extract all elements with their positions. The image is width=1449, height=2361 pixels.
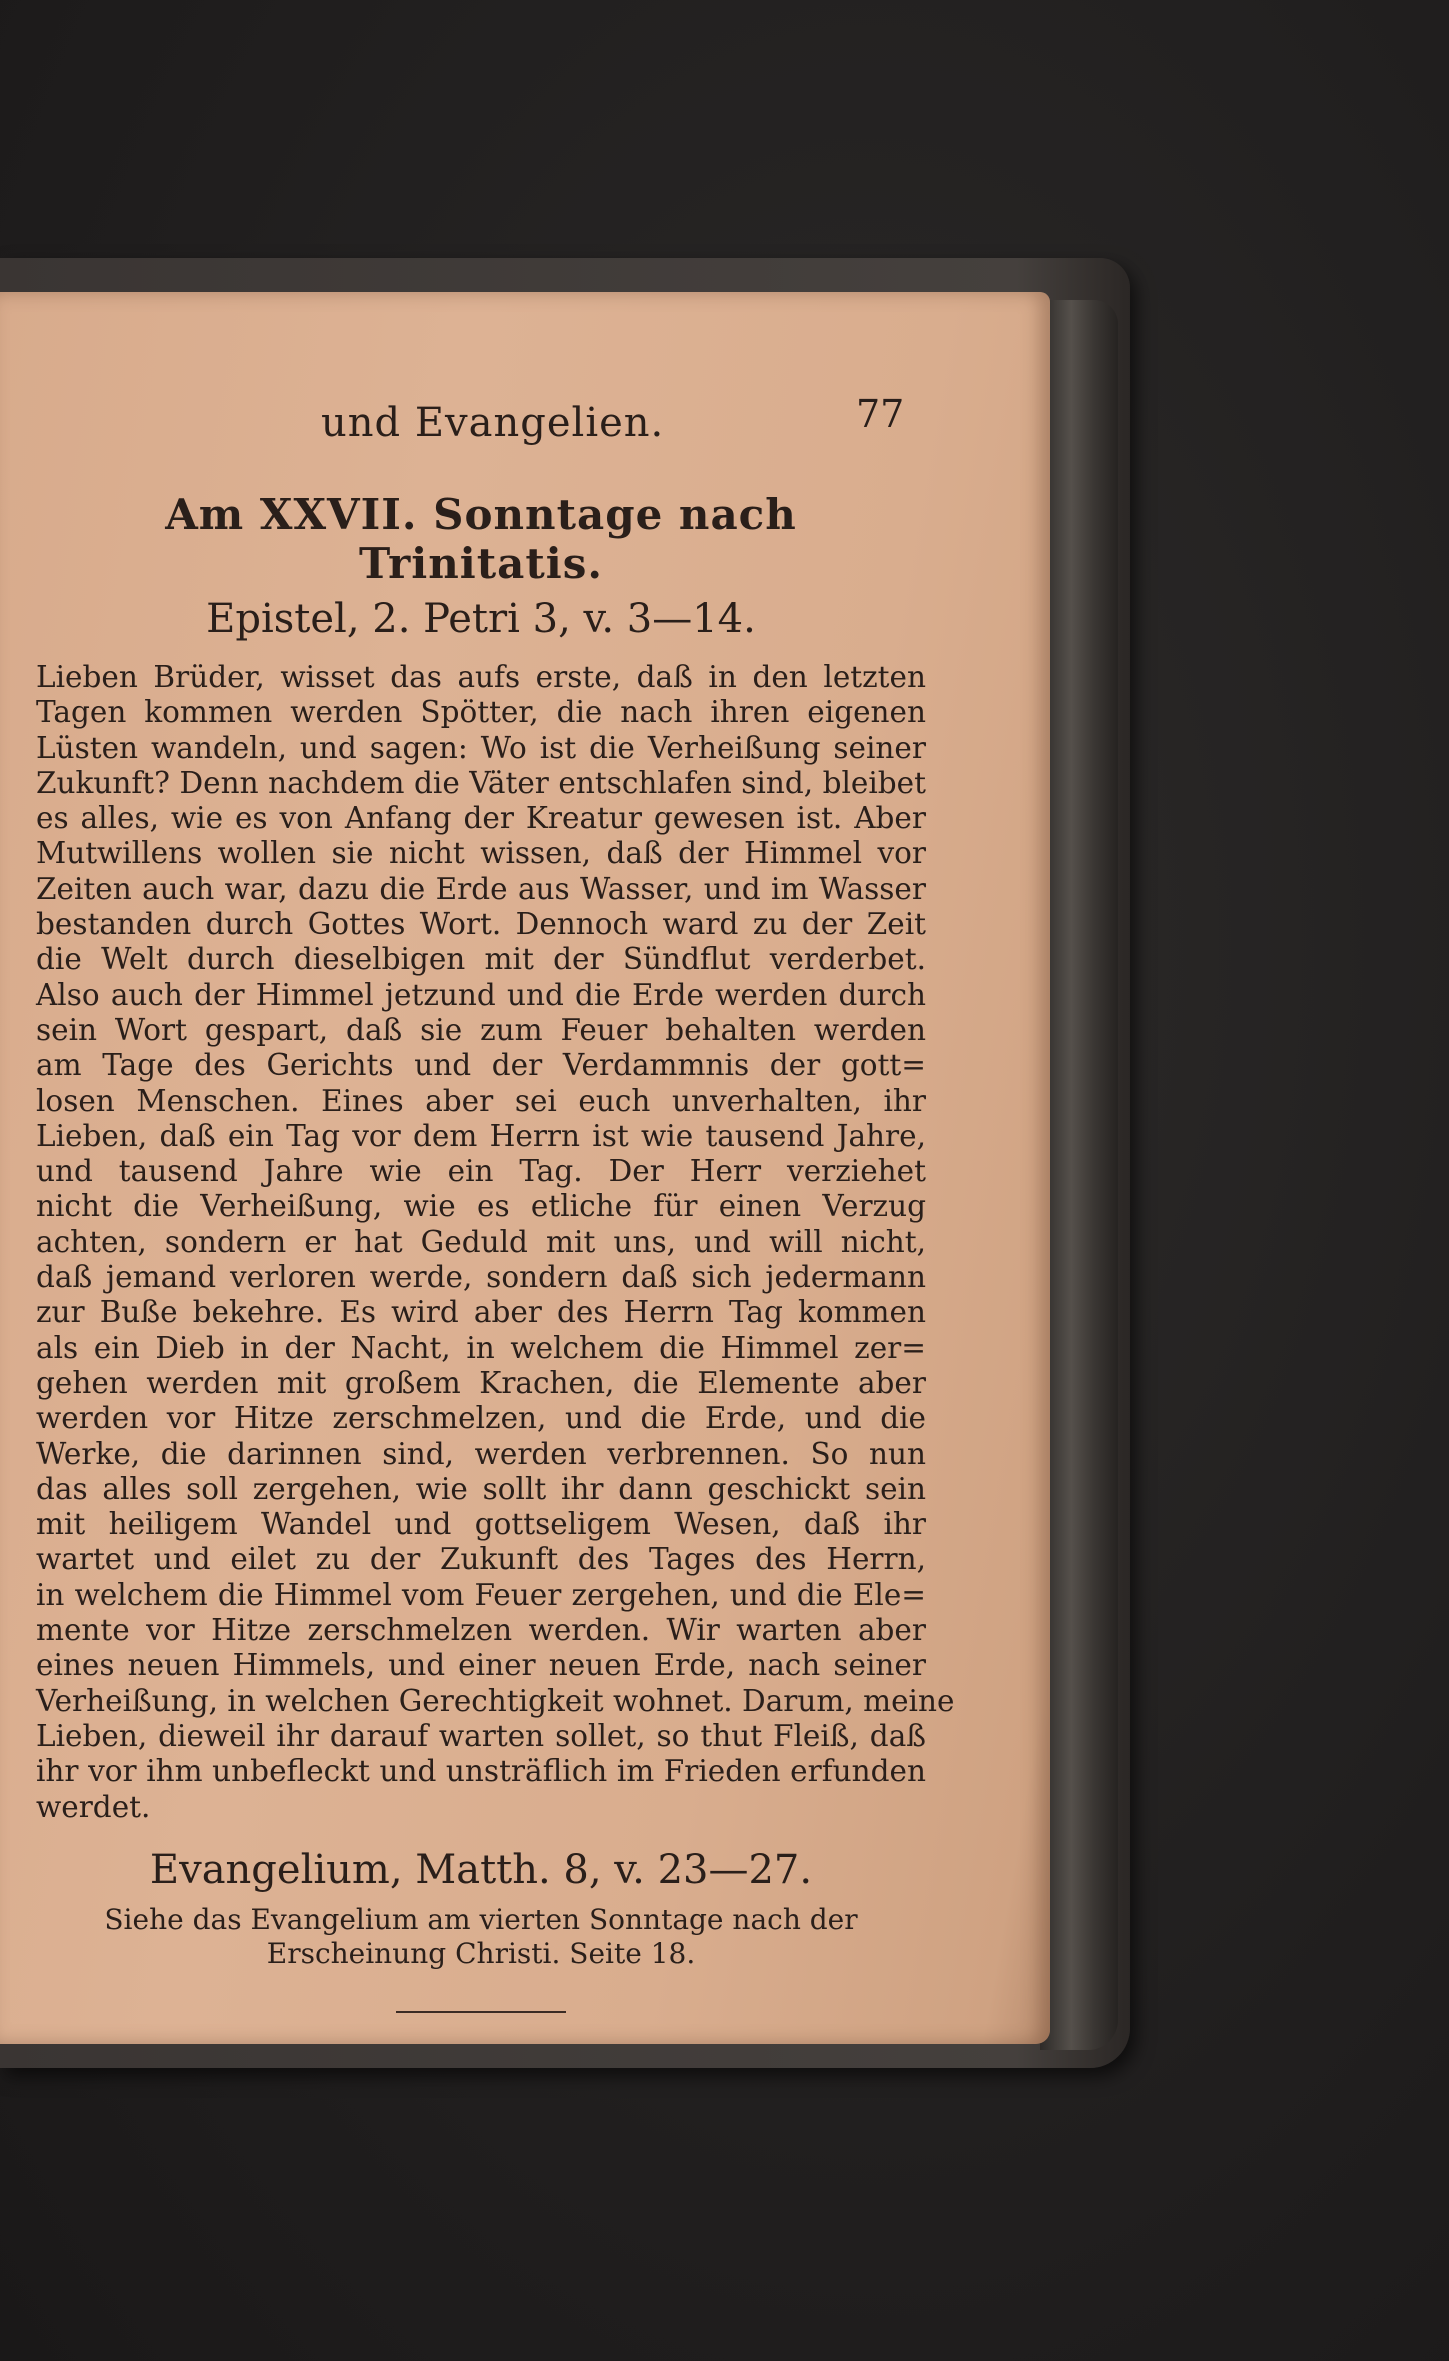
body-line: Werke, die darinnen sind, werden verbrennen. So nun: [36, 1436, 926, 1471]
body-line: Lieben, dieweil ihr darauf warten sollet, so thut Fleiß, daß: [36, 1718, 926, 1753]
body-line: werdet.: [36, 1789, 151, 1824]
body-line: und tausend Jahre wie ein Tag. Der Herr verziehet: [36, 1154, 926, 1189]
book-spine-edge: [1040, 300, 1118, 2050]
body-line: Also auch der Himmel jetzund und die Erde werden durch: [36, 977, 926, 1012]
body-line: Zukunft? Denn nachdem die Väter entschlafen sind, bleibet: [36, 765, 926, 800]
body-line: Lüsten wandeln, und sagen: Wo ist die Verheißung seiner: [36, 730, 926, 765]
body-line: losen Menschen. Eines aber sei euch unverhalten, ihr: [36, 1083, 926, 1118]
page-number: 77: [856, 392, 905, 436]
body-line: Mutwillens wollen sie nicht wissen, daß der Himmel vor: [36, 836, 926, 871]
body-line: sein Wort gespart, daß sie zum Feuer behalten werden: [36, 1012, 926, 1047]
body-line: als ein Dieb in der Nacht, in welchem die Himmel zer=: [36, 1330, 926, 1365]
body-line: bestanden durch Gottes Wort. Dennoch ward zu der Zeit: [36, 907, 926, 942]
gospel-reference-line: Erscheinung Christi. Seite 18.: [266, 1936, 696, 1970]
page-header: [36, 392, 926, 460]
body-line: Zeiten auch war, dazu die Erde aus Wasser, und im Wasser: [36, 871, 926, 906]
gospel-heading: Evangelium, Matth. 8, v. 23—27.: [149, 1846, 813, 1893]
body-line: Lieben Brüder, wisset das aufs erste, daß in den letzten: [36, 660, 926, 694]
body-line: werden vor Hitze zerschmelzen, und die Erde, und die: [36, 1401, 926, 1436]
body-line: ihr vor ihm unbefleckt und unsträflich im Frieden erfunden: [36, 1754, 926, 1789]
closing-rule: [396, 2011, 566, 2013]
body-line: gehen werden mit großem Krachen, die Elemente aber: [36, 1365, 926, 1400]
section-title: Am XXVII. Sonntage nach Trinitatis.: [165, 490, 797, 588]
body-line: Tagen kommen werden Spötter, die nach ihren eigenen: [36, 695, 926, 730]
body-line: Lieben, daß ein Tag vor dem Herrn ist wie tausend Jahre,: [36, 1118, 926, 1153]
body-line: mente vor Hitze zerschmelzen werden. Wir warten aber: [36, 1613, 926, 1648]
body-line: daß jemand verloren werde, sondern daß sich jedermann: [36, 1260, 926, 1295]
gospel-reference-line: Siehe das Evangelium am vierten Sonntage nach der: [104, 1902, 858, 1936]
running-head: und Evangelien.: [321, 400, 665, 446]
body-line: in welchem die Himmel vom Feuer zergehen, und die Ele=: [36, 1577, 926, 1612]
body-line: nicht die Verheißung, wie es etliche für einen Verzug: [36, 1189, 926, 1224]
body-line: am Tage des Gerichts und der Verdammnis der gott=: [36, 1048, 926, 1083]
gospel-reference: [36, 1903, 926, 1971]
book-page: [0, 292, 1050, 2044]
epistle-body: [36, 660, 955, 1825]
body-line: Verheißung, in welchen Gerechtigkeit wohnet. Darum, meine: [36, 1683, 955, 1718]
body-line: mit heiligem Wandel und gottseligem Wesen, daß ihr: [36, 1507, 926, 1542]
body-line: wartet und eilet zu der Zukunft des Tages des Herrn,: [36, 1542, 926, 1577]
body-line: eines neuen Himmels, und einer neuen Erde, nach seiner: [36, 1648, 926, 1683]
body-line: zur Buße bekehre. Es wird aber des Herrn Tag kommen: [36, 1295, 926, 1330]
body-line: es alles, wie es von Anfang der Kreatur gewesen ist. Aber: [36, 801, 926, 836]
page-text-block: [36, 392, 955, 2013]
body-line: die Welt durch dieselbigen mit der Sündflut verderbet.: [36, 942, 926, 977]
epistle-heading: Epistel, 2. Petri 3, v. 3—14.: [206, 596, 756, 642]
body-line: achten, sondern er hat Geduld mit uns, und will nicht,: [36, 1224, 926, 1259]
body-line: das alles soll zergehen, wie sollt ihr dann geschickt sein: [36, 1471, 926, 1506]
